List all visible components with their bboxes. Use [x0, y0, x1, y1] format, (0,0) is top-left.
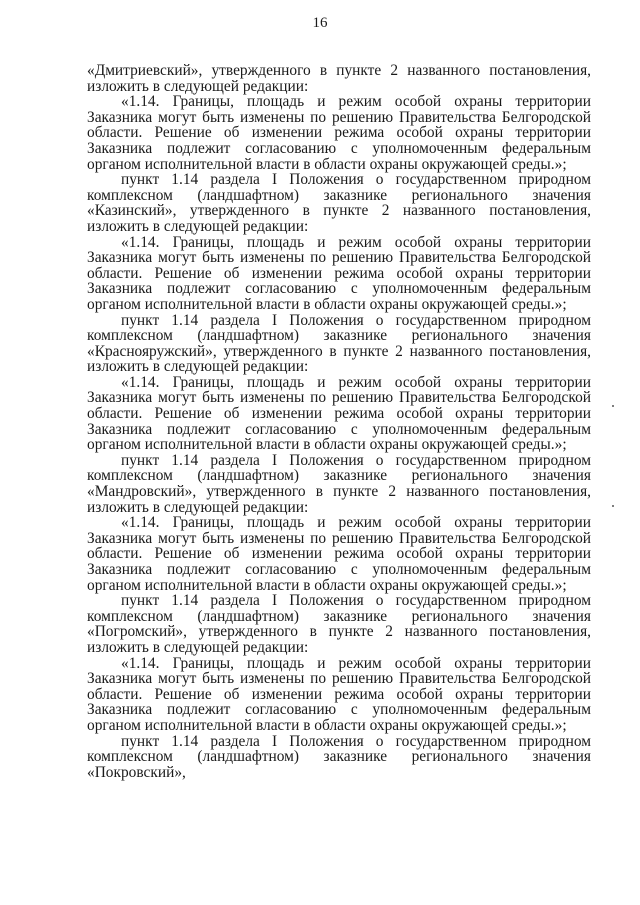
- paragraph-p02: «1.14. Границы, площадь и режим особой охраны территории Заказника могут быть изменены по решению Правительства Белгородской области. Решение об изменении режима особой охраны территории Заказника подлежит согласованию с уполномоченным федеральным органом исполнительной власти в области охраны окружающей среды.»;: [87, 93, 591, 173]
- paragraph-p08: «1.14. Границы, площадь и режим особой охраны территории Заказника могут быть изменены по решению Правительства Белгородской области. Решение об изменении режима особой охраны территории Заказника подлежит согласованию с уполномоченным федеральным органом исполнительной власти в области охраны окружающей среды.»;: [87, 514, 591, 594]
- paragraph-p06: «1.14. Границы, площадь и режим особой охраны территории Заказника могут быть изменены по решению Правительства Белгородской области. Решение об изменении режима особой охраны территории Заказника подлежит согласованию с уполномоченным федеральным органом исполнительной власти в области охраны окружающей среды.»;: [87, 373, 591, 454]
- paragraph-p03: пункт 1.14 раздела I Положения о государственном природном комплексном (ландшафтном) заказнике регионального значения «Казинский», утвержденного в пункте 2 названного постановления, изложить в следующей редакции:: [87, 171, 591, 235]
- scan-speck: [612, 505, 614, 507]
- paragraph-p10: «1.14. Границы, площадь и режим особой охраны территории Заказника могут быть изменены по решению Правительства Белгородской области. Решение об изменении режима особой охраны территории Заказника подлежит согласованию с уполномоченным федеральным органом исполнительной власти в области охраны окружающей среды.»;: [87, 654, 591, 734]
- document-body: [87, 63, 591, 780]
- paragraph-p05: пункт 1.14 раздела I Положения о государственном природном комплексном (ландшафтном) заказнике регионального значения «Краснояружский», утвержденного в пункте 2 названного постановления, изложить в следующей редакции:: [87, 311, 591, 376]
- paragraph-p09: пункт 1.14 раздела I Положения о государственном природном комплексном (ландшафтном) заказнике регионального значения «Погромский», утвержденного в пункте 2 названного постановления, изложить в следующей редакции:: [87, 592, 591, 656]
- scan-speck: [612, 405, 614, 407]
- paragraph-p07: пункт 1.14 раздела I Положения о государственном природном комплексном (ландшафтном) заказнике регионального значения «Мандровский», утвержденного в пункте 2 названного постановления, изложить в следующей редакции:: [87, 451, 591, 516]
- page-number: 16: [312, 15, 328, 31]
- paragraph-p04: «1.14. Границы, площадь и режим особой охраны территории Заказника могут быть изменены по решению Правительства Белгородской области. Решение об изменении режима особой охраны территории Заказника подлежит согласованию с уполномоченным федеральным органом исполнительной власти в области охраны окружающей среды.»;: [87, 233, 591, 313]
- paragraph-p01: «Дмитриевский», утвержденного в пункте 2 названного постановления, изложить в следующей редакции:: [87, 62, 591, 95]
- paragraph-p11: пункт 1.14 раздела I Положения о государственном природном комплексном (ландшафтном) заказнике регионального значения «Покровский»,: [87, 732, 591, 781]
